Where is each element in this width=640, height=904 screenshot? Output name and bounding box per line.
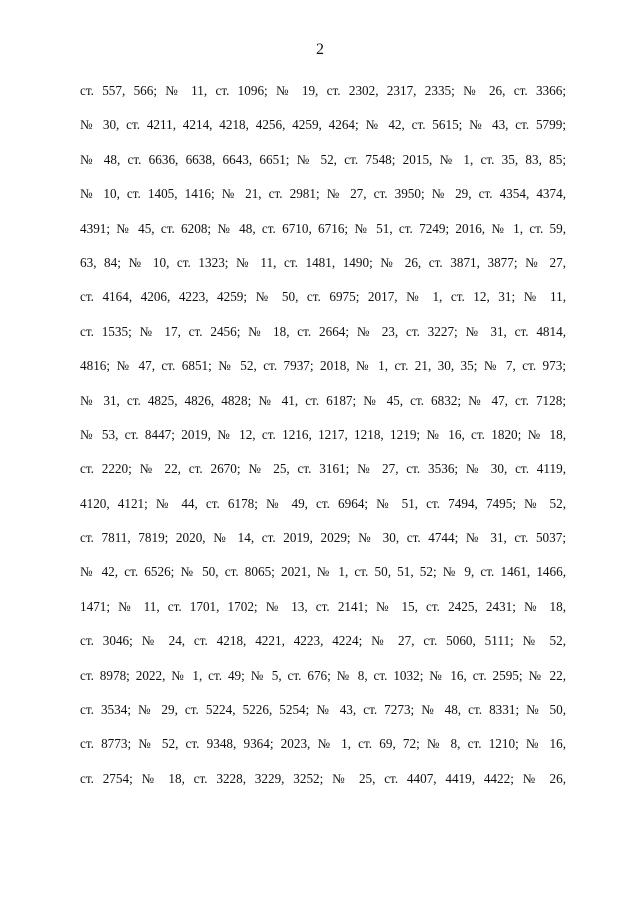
text-line: 4391; № 45, ст. 6208; № 48, ст. 6710, 6716; № 51, ст. 7249; 2016, № 1, ст. 59, — [80, 220, 566, 236]
text-line: ст. 8978; 2022, № 1, ст. 49; № 5, ст. 676; № 8, ст. 1032; № 16, ст. 2595; № 22, — [80, 667, 566, 683]
text-line: 4120, 4121; № 44, ст. 6178; № 49, ст. 6964; № 51, ст. 7494, 7495; № 52, — [80, 495, 566, 511]
text-line: № 42, ст. 6526; № 50, ст. 8065; 2021, № 1, ст. 50, 51, 52; № 9, ст. 1461, 1466, — [80, 564, 566, 580]
text-line: № 10, ст. 1405, 1416; № 21, ст. 2981; № 27, ст. 3950; № 29, ст. 4354, 4374, — [80, 186, 566, 202]
text-line: ст. 4164, 4206, 4223, 4259; № 50, ст. 6975; 2017, № 1, ст. 12, 31; № 11, — [80, 289, 566, 305]
text-line: ст. 1535; № 17, ст. 2456; № 18, ст. 2664; № 23, ст. 3227; № 31, ст. 4814, — [80, 323, 566, 339]
text-line: ст. 557, 566; № 11, ст. 1096; № 19, ст. 2302, 2317, 2335; № 26, ст. 3366; — [80, 83, 566, 98]
text-line: 63, 84; № 10, ст. 1323; № 11, ст. 1481, 1490; № 26, ст. 3871, 3877; № 27, — [80, 254, 566, 270]
text-line: 1471; № 11, ст. 1701, 1702; № 13, ст. 2141; № 15, ст. 2425, 2431; № 18, — [80, 598, 566, 614]
text-line: ст. 7811, 7819; 2020, № 14, ст. 2019, 2029; № 30, ст. 4744; № 31, ст. 5037; — [80, 530, 566, 546]
text-line: ст. 2220; № 22, ст. 2670; № 25, ст. 3161; № 27, ст. 3536; № 30, ст. 4119, — [80, 461, 566, 477]
text-line: № 48, ст. 6636, 6638, 6643, 6651; № 52, ст. 7548; 2015, № 1, ст. 35, 83, 85; — [80, 151, 566, 167]
text-line: 4816; № 47, ст. 6851; № 52, ст. 7937; 2018, № 1, ст. 21, 30, 35; № 7, ст. 973; — [80, 358, 566, 374]
page-number: 2 — [316, 41, 324, 58]
text-line: № 30, ст. 4211, 4214, 4218, 4256, 4259, 4264; № 42, ст. 5615; № 43, ст. 5799; — [80, 117, 566, 133]
text-line: № 31, ст. 4825, 4826, 4828; № 41, ст. 6187; № 45, ст. 6832; № 47, ст. 7128; — [80, 392, 566, 408]
text-line: ст. 3534; № 29, ст. 5224, 5226, 5254; № 43, ст. 7273; № 48, ст. 8331; № 50, — [80, 702, 566, 718]
text-line: ст. 8773; № 52, ст. 9348, 9364; 2023, № 1, ст. 69, 72; № 8, ст. 1210; № 16, — [80, 736, 566, 752]
text-line: ст. 3046; № 24, ст. 4218, 4221, 4223, 4224; № 27, ст. 5060, 5111; № 52, — [80, 633, 566, 649]
body-text — [80, 74, 566, 796]
text-line: ст. 2754; № 18, ст. 3228, 3229, 3252; № 25, ст. 4407, 4419, 4422; № 26, — [80, 770, 566, 786]
text-line: № 53, ст. 8447; 2019, № 12, ст. 1216, 1217, 1218, 1219; № 16, ст. 1820; № 18, — [80, 426, 566, 442]
